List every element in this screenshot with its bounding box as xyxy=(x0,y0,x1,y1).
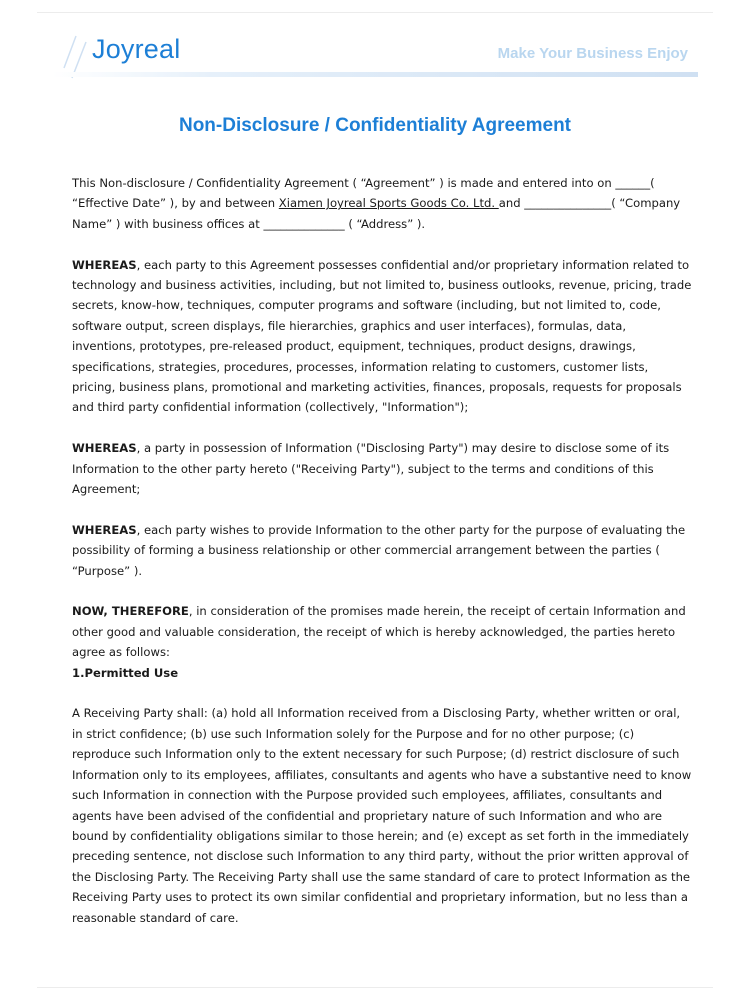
now-therefore-text: , in consideration of the promises made herein, the receipt of certain Information and other good and valuable consideration, the receipt of which is hereby acknowledged, the parties hereto agree as follows: xyxy=(72,604,686,660)
now-therefore-lead: NOW, THEREFORE xyxy=(72,604,189,619)
section-text-permitted-use: A Receiving Party shall: (a) hold all Information received from a Disclosing Party, whether written or oral, in strict confidence; (b) use such Information solely for the Purpose and for no other purpose; (c) reproduce such Information only to the extent necessary for such Purpose; (d) restrict disclosure of such Information only to its employees, affiliates, consultants and agents who have a substantive need to know such Information in connection with the Purpose provided such employees, affiliates, consultants and agents have been advised of the confidential and proprietary nature of such Information and who are bound by confidentiality obligations similar to those herein; and (e) except as set forth in the immediately preceding sentence, not disclose such Information to any third party, without the prior written approval of the Disclosing Party. The Receiving Party shall use the same standard of care to protect Information as the Receiving Party uses to protect its own similar confidential and proprietary information, but no less than a reasonable standard of care. xyxy=(72,706,692,925)
whereas-text: , each party to this Agreement possesses confidential and/or proprietary information related to technology and business activities, including, but not limited to, business outlooks, revenue, pricing, trade secrets, know-how, techniques, computer programs and software (including, but not limited to, code, software output, screen displays, file hierarchies, graphics and user interfaces), formulas, data, inventions, prototypes, pre-released product, equipment, techniques, product designs, drawings, specifications, strategies, procedures, processes, information relating to customers, customer lists, pricing, business plans, promotional and marketing activities, finances, proposals, requests for proposals and third party confidential information (collectively, "Information"); xyxy=(72,257,692,415)
tagline: Make Your Business Enjoy xyxy=(497,45,688,62)
whereas-paragraph-3 xyxy=(72,520,692,581)
company-logo: Joyreal xyxy=(92,34,181,64)
page-top-border xyxy=(37,12,713,13)
whereas-lead: WHEREAS xyxy=(72,441,137,456)
header-band xyxy=(52,72,698,77)
document-title: Non-Disclosure / Confidentiality Agreement xyxy=(178,115,571,136)
whereas-text: , a party in possession of Information ("Disclosing Party") may desire to disclose some of its Information to the other party hereto ("Receiving Party"), subject to the terms and conditions of this Agreement; xyxy=(72,441,670,497)
intro-text-1: This Non-disclosure / Confidentiality Agreement ( “Agreement” ) is made and entered into on ______( “Effective Date” ), by and between xyxy=(72,176,655,211)
whereas-lead: WHEREAS xyxy=(72,522,137,537)
page-bottom-border xyxy=(37,987,713,988)
now-therefore-paragraph xyxy=(72,601,692,662)
whereas-text: , each party wishes to provide Information to the other party for the purpose of evaluating the possibility of forming a business relationship or other commercial arrangement between the parties ( “Purpose” ). xyxy=(72,522,686,578)
section-heading-permitted-use: 1.Permitted Use xyxy=(72,665,179,680)
letterhead xyxy=(52,20,698,80)
whereas-lead: WHEREAS xyxy=(72,257,137,272)
document-body xyxy=(72,173,692,928)
intro-text-2: and _______________( “Company Name” ) with business offices at ______________ ( “Address” ). xyxy=(72,196,681,231)
whereas-paragraph-2 xyxy=(72,438,692,499)
intro-paragraph xyxy=(72,173,692,234)
company-name-field: Xiamen Joyreal Sports Goods Co. Ltd. xyxy=(278,196,499,211)
whereas-paragraph-1 xyxy=(72,255,692,418)
